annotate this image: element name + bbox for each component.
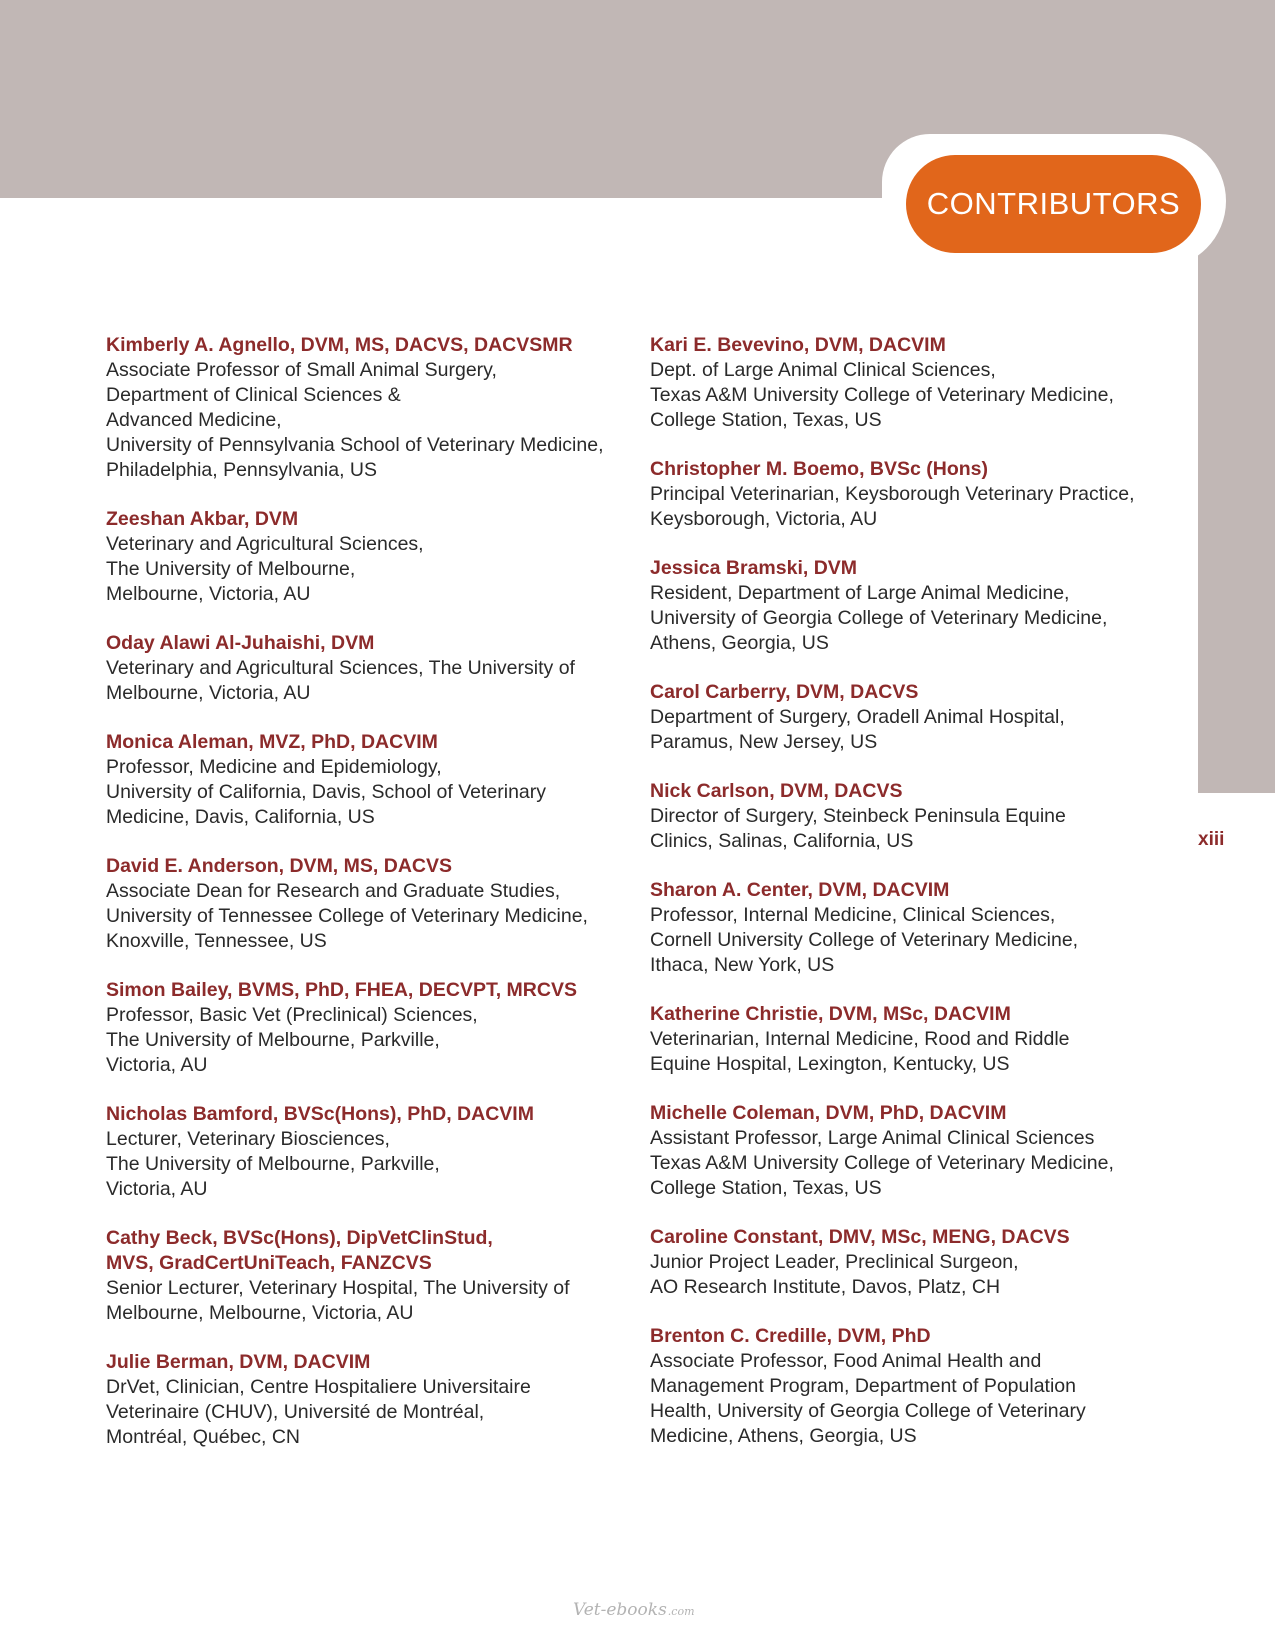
- contributor-entry: [650, 680, 1170, 755]
- contributors-column-left: [106, 333, 626, 1474]
- contributor-affiliation-line: University of California, Davis, School of Veterinary: [106, 781, 547, 803]
- contributor-affiliation-line: Cornell University College of Veterinary Medicine,: [650, 929, 1079, 951]
- contributor-name: Christopher M. Boemo, BVSc (Hons): [650, 458, 989, 480]
- contributor-affiliation-line: Philadelphia, Pennsylvania, US: [106, 459, 378, 481]
- contributor-affiliation-line: Clinics, Salinas, California, US: [650, 830, 914, 852]
- contributor-affiliation-line: University of Pennsylvania School of Veterinary Medicine,: [106, 434, 604, 456]
- contributor-entry: [650, 1225, 1170, 1300]
- contributor-affiliation-line: Associate Professor, Food Animal Health and: [650, 1350, 1042, 1372]
- contributor-affiliation-line: Senior Lecturer, Veterinary Hospital, The University of: [106, 1277, 570, 1299]
- contributor-affiliation-line: Health, University of Georgia College of Veterinary: [650, 1400, 1086, 1422]
- contributor-affiliation-line: The University of Melbourne, Parkville,: [106, 1153, 440, 1175]
- contributor-name: Kimberly A. Agnello, DVM, MS, DACVS, DACVSMR: [106, 334, 573, 356]
- contributor-entry: [106, 854, 626, 954]
- page-number: xiii: [1198, 829, 1225, 850]
- contributor-entry: [106, 1226, 626, 1326]
- contributor-affiliation-line: Lecturer, Veterinary Biosciences,: [106, 1128, 390, 1150]
- contributor-name: David E. Anderson, DVM, MS, DACVS: [106, 855, 452, 877]
- contributor-affiliation-line: Veterinarian, Internal Medicine, Rood and Riddle: [650, 1028, 1070, 1050]
- contributor-entry: [650, 779, 1170, 854]
- contributor-entry: [650, 878, 1170, 978]
- contributor-entry: [650, 556, 1170, 656]
- contributor-affiliation-line: Resident, Department of Large Animal Medicine,: [650, 582, 1070, 604]
- contributor-name: Caroline Constant, DMV, MSc, MENG, DACVS: [650, 1226, 1070, 1248]
- contributor-affiliation-line: Knoxville, Tennessee, US: [106, 930, 327, 952]
- contributor-affiliation-line: Ithaca, New York, US: [650, 954, 835, 976]
- watermark-text: Vet-ebooks: [573, 1600, 667, 1620]
- contributor-affiliation-line: Management Program, Department of Population: [650, 1375, 1076, 1397]
- contributor-affiliation-line: Montréal, Québec, CN: [106, 1426, 301, 1448]
- contributor-affiliation-line: Texas A&M University College of Veterinary Medicine,: [650, 384, 1114, 406]
- contributor-affiliation-line: Professor, Basic Vet (Preclinical) Sciences,: [106, 1004, 478, 1026]
- contributor-name: Carol Carberry, DVM, DACVS: [650, 681, 919, 703]
- contributor-affiliation-line: Medicine, Athens, Georgia, US: [650, 1425, 917, 1447]
- contributor-affiliation-line: Texas A&M University College of Veterinary Medicine,: [650, 1152, 1114, 1174]
- contributor-affiliation-line: Advanced Medicine,: [106, 409, 282, 431]
- contributor-affiliation-line: Melbourne, Victoria, AU: [106, 682, 311, 704]
- contributor-affiliation-line: Veterinaire (CHUV), Université de Montréal,: [106, 1401, 485, 1423]
- contributor-affiliation-line: College Station, Texas, US: [650, 409, 882, 431]
- contributor-affiliation-line: Medicine, Davis, California, US: [106, 806, 375, 828]
- contributor-name: Nick Carlson, DVM, DACVS: [650, 780, 903, 802]
- contributor-affiliation-line: AO Research Institute, Davos, Platz, CH: [650, 1276, 1001, 1298]
- contributor-entry: [106, 978, 626, 1078]
- contributor-entry: [106, 631, 626, 706]
- contributor-affiliation-line: Junior Project Leader, Preclinical Surgeon,: [650, 1251, 1019, 1273]
- contributor-affiliation-line: Veterinary and Agricultural Sciences,: [106, 533, 424, 555]
- contributor-name: Katherine Christie, DVM, MSc, DACVIM: [650, 1003, 1011, 1025]
- contributor-entry: [106, 1102, 626, 1202]
- contributor-name: Kari E. Bevevino, DVM, DACVIM: [650, 334, 946, 356]
- contributor-affiliation-line: Department of Clinical Sciences &: [106, 384, 401, 406]
- contributor-affiliation-line: Principal Veterinarian, Keysborough Veterinary Practice,: [650, 483, 1135, 505]
- contributor-entry: [650, 1101, 1170, 1201]
- contributor-affiliation-line: Associate Professor of Small Animal Surgery,: [106, 359, 497, 381]
- contributor-entry: [650, 457, 1170, 532]
- contributor-name: Nicholas Bamford, BVSc(Hons), PhD, DACVIM: [106, 1103, 534, 1125]
- contributor-affiliation-line: University of Tennessee College of Veterinary Medicine,: [106, 905, 588, 927]
- contributor-affiliation-line: Department of Surgery, Oradell Animal Hospital,: [650, 706, 1065, 728]
- section-title: CONTRIBUTORS: [926, 186, 1181, 221]
- watermark-suffix: .com: [667, 1605, 695, 1618]
- section-tab: [906, 155, 1201, 253]
- contributor-affiliation-line: Athens, Georgia, US: [650, 632, 829, 654]
- contributor-affiliation-line: Assistant Professor, Large Animal Clinical Sciences: [650, 1127, 1095, 1149]
- contributor-affiliation-line: DrVet, Clinician, Centre Hospitaliere Universitaire: [106, 1376, 531, 1398]
- contributor-affiliation-line: Victoria, AU: [106, 1054, 208, 1076]
- contributor-entry: [650, 333, 1170, 433]
- contributor-affiliation-line: Professor, Medicine and Epidemiology,: [106, 756, 442, 778]
- contributor-name: Monica Aleman, MVZ, PhD, DACVIM: [106, 731, 438, 753]
- side-tab-bar: [1198, 198, 1275, 793]
- contributor-affiliation-line: Associate Dean for Research and Graduate Studies,: [106, 880, 561, 902]
- contributor-affiliation-line: Melbourne, Victoria, AU: [106, 583, 311, 605]
- contributor-name: Brenton C. Credille, DVM, PhD: [650, 1325, 931, 1347]
- contributor-entry: [106, 333, 626, 483]
- contributor-entry: [106, 507, 626, 607]
- contributors-column-right: [650, 333, 1170, 1473]
- contributor-affiliation-line: Victoria, AU: [106, 1178, 208, 1200]
- contributor-name: Julie Berman, DVM, DACVIM: [106, 1351, 371, 1373]
- contributor-entry: [106, 1350, 626, 1450]
- contributor-affiliation-line: Equine Hospital, Lexington, Kentucky, US: [650, 1053, 1010, 1075]
- contributor-name: Oday Alawi Al-Juhaishi, DVM: [106, 632, 375, 654]
- contributor-affiliation-line: College Station, Texas, US: [650, 1177, 882, 1199]
- contributor-name: Zeeshan Akbar, DVM: [106, 508, 299, 530]
- contributor-name: Simon Bailey, BVMS, PhD, FHEA, DECVPT, MRCVS: [106, 979, 577, 1001]
- contributor-affiliation-line: University of Georgia College of Veterinary Medicine,: [650, 607, 1108, 629]
- contributor-affiliation-line: Veterinary and Agricultural Sciences, The University of: [106, 657, 575, 679]
- contributor-affiliation-line: Keysborough, Victoria, AU: [650, 508, 878, 530]
- contributor-affiliation-line: Professor, Internal Medicine, Clinical Sciences,: [650, 904, 1056, 926]
- contributor-affiliation-line: The University of Melbourne, Parkville,: [106, 1029, 440, 1051]
- contributor-name: Michelle Coleman, DVM, PhD, DACVIM: [650, 1102, 1007, 1124]
- contributor-affiliation-line: Melbourne, Melbourne, Victoria, AU: [106, 1302, 414, 1324]
- contributor-name: Jessica Bramski, DVM: [650, 557, 858, 579]
- contributor-affiliation-line: The University of Melbourne,: [106, 558, 356, 580]
- contributor-name: Sharon A. Center, DVM, DACVIM: [650, 879, 950, 901]
- watermark-logo: [573, 1600, 695, 1620]
- contributor-name: Cathy Beck, BVSc(Hons), DipVetClinStud, MVS, GradCertUniTeach, FANZCVS: [106, 1227, 493, 1274]
- contributor-affiliation-line: Dept. of Large Animal Clinical Sciences,: [650, 359, 996, 381]
- contributor-entry: [650, 1002, 1170, 1077]
- contributor-entry: [106, 730, 626, 830]
- contributor-affiliation-line: Paramus, New Jersey, US: [650, 731, 878, 753]
- contributor-affiliation-line: Director of Surgery, Steinbeck Peninsula Equine: [650, 805, 1066, 827]
- contributor-entry: [650, 1324, 1170, 1449]
